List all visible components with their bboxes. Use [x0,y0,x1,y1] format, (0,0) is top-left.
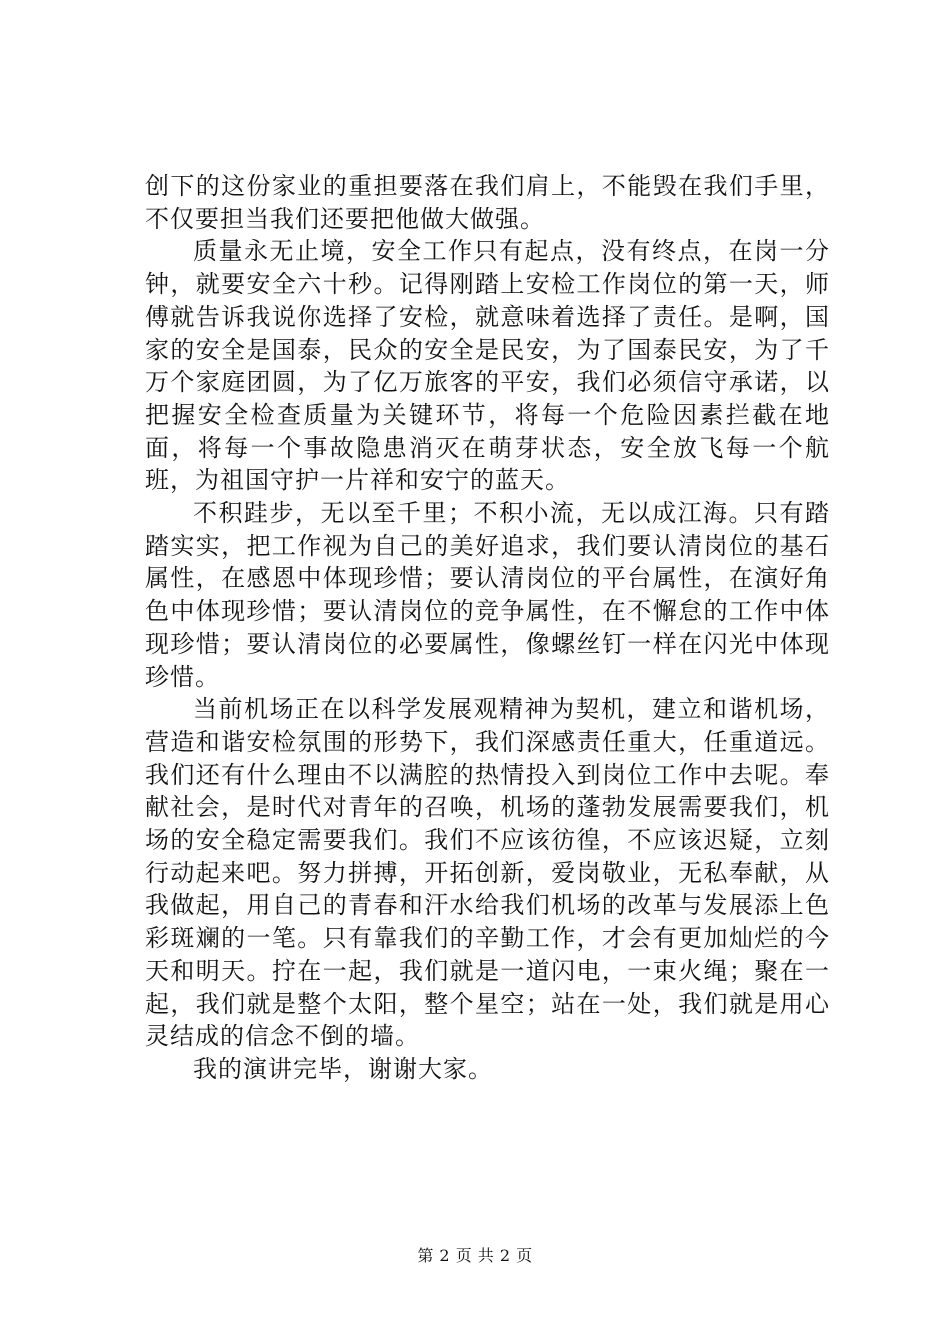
document-body [145,170,830,1086]
paragraph-1: 创下的这份家业的重担要落在我们肩上，不能毁在我们手里，不仅要担当我们还要把他做大做强。 [145,172,830,233]
paragraph-3: 不积跬步，无以至千里；不积小流，无以成江海。只有踏踏实实，把工作视为自己的美好追求，我们要认清岗位的基石属性，在感恩中体现珍惜；要认清岗位的平台属性，在演好角色中体现珍惜；要认清岗位的竞争属性，在不懈怠的工作中体现珍惜；要认清岗位的必要属性，像螺丝钉一样在闪光中体现珍惜。 [145,499,830,691]
paragraph-4: 当前机场正在以科学发展观精神为契机，建立和谐机场，营造和谐安检氛围的形势下，我们深感责任重大，任重道远。我们还有什么理由不以满腔的热情投入到岗位工作中去呢。奉献社会，是时代对青年的召唤，机场的蓬勃发展需要我们，机场的安全稳定需要我们。我们不应该彷徨，不应该迟疑，立刻行动起来吧。努力拼搏，开拓创新，爱岗敬业，无私奉献，从我做起，用自己的青春和汗水给我们机场的改革与发展添上色彩斑斓的一笔。只有靠我们的辛勤工作，才会有更加灿烂的今天和明天。拧在一起，我们就是一道闪电，一束火绳；聚在一起，我们就是整个太阳，整个星空；站在一处，我们就是用心灵结成的信念不倒的墙。 [145,695,830,1051]
paragraph-5: 我的演讲完毕，谢谢大家。 [193,1054,493,1083]
paragraph-2: 质量永无止境，安全工作只有起点，没有终点，在岗一分钟，就要安全六十秒。记得刚踏上安检工作岗位的第一天，师傅就告诉我说你选择了安检，就意味着选择了责任。是啊，国家的安全是国泰，民众的安全是民安，为了国泰民安，为了千万个家庭团圆，为了亿万旅客的平安，我们必须信守承诺，以把握安全检查质量为关键环节，将每一个危险因素拦截在地面，将每一个事故隐患消灭在萌芽状态，安全放飞每一个航班，为祖国守护一片祥和安宁的蓝天。 [145,237,830,495]
page-number-footer: 第 2 页 共 2 页 [417,1246,533,1265]
